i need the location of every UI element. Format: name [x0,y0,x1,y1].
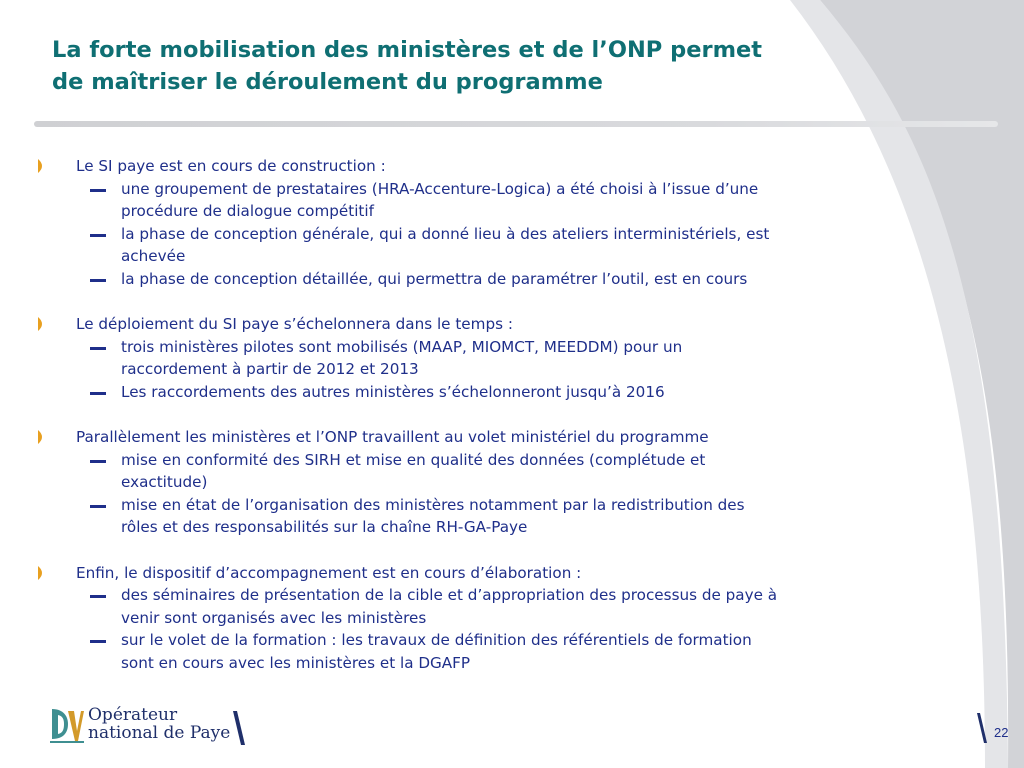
chevron-bullet-icon [38,566,46,580]
bullet-heading-text: Le SI paye est en cours de construction : [76,157,386,175]
bullet-section-1 [38,155,938,290]
sub-bullet [38,584,938,629]
footer-slash-icon [232,710,246,746]
bullet-heading-text: Enfin, le dispositif d’accompagnement est en cours d’élaboration : [76,563,582,582]
bullet-heading [38,155,938,178]
sub-bullet-line: la phase de conception détaillée, qui permettra de paramétrer l’outil, est en cours [121,269,748,288]
dash-bullet-icon [90,505,106,508]
onp-logo [50,703,250,749]
slide-title-line-2: de maîtriser le déroulement du programme [52,69,603,95]
logo-text-line-2: national de Paye [88,723,231,743]
sub-bullet [38,381,938,404]
sub-bullet-line: une groupement de prestataires (HRA-Accenture-Logica) a été choisi à l’issue d’une [121,179,759,198]
sub-bullet-line: mise en conformité des SIRH et mise en qualité des données (complétude et [121,450,706,469]
slide-body [38,155,938,697]
sub-bullet-line: procédure de dialogue compétitif [121,202,374,220]
sub-bullet [38,336,938,381]
sub-bullet-line: raccordement à partir de 2012 et 2013 [121,360,419,378]
page-number: 22 [994,725,1009,740]
chevron-bullet-icon [38,159,46,173]
bullet-heading-text: Le déploiement du SI paye s’échelonnera dans le temps : [76,315,513,333]
dash-bullet-icon [90,595,106,598]
sub-bullet [38,494,938,539]
sub-bullet-line: mise en état de l’organisation des ministères notamment par la redistribution des [121,495,745,514]
sub-bullet-line: venir sont organisés avec les ministères [121,608,427,627]
sub-bullet-line: sur le volet de la formation : les travaux de définition des référentiels de formation [121,631,752,649]
dash-bullet-icon [90,347,106,350]
bullet-heading [38,426,938,449]
slide-title-line-1: La forte mobilisation des ministères et de l’ONP permet [52,37,763,63]
sub-bullet-line: exactitude) [121,473,208,491]
page-slash-icon [976,712,988,744]
dash-bullet-icon [90,279,106,282]
dash-bullet-icon [90,392,106,395]
sub-bullet-line: la phase de conception générale, qui a donné lieu à des ateliers interministériels, est [121,224,770,243]
sub-bullet [38,178,938,223]
sub-bullet-line: trois ministères pilotes sont mobilisés (MAAP, MIOMCT, MEEDDM) pour un [121,337,683,356]
title-divider [34,121,998,127]
chevron-bullet-icon [38,430,46,444]
bullet-section-2 [38,313,938,403]
bullet-section-4 [38,562,938,675]
dash-bullet-icon [90,189,106,192]
bullet-section-3 [38,426,938,539]
bullet-heading [38,313,938,336]
sub-bullet-line: Les raccordements des autres ministères s’échelonneront jusqu’à 2016 [121,382,665,401]
sub-bullet [38,629,938,674]
logo-text-line-1: Opérateur [88,705,178,725]
sub-bullet [38,449,938,494]
sub-bullet [38,223,938,268]
bullet-heading [38,562,938,585]
chevron-bullet-icon [38,317,46,331]
sub-bullet-line: des séminaires de présentation de la cible et d’appropriation des processus de paye à [121,586,778,604]
sub-bullet-line: sont en cours avec les ministères et la DGAFP [121,653,471,672]
dash-bullet-icon [90,460,106,463]
bullet-heading-text: Parallèlement les ministères et l’ONP travaillent au volet ministériel du programme [76,428,709,446]
sub-bullet [38,268,938,291]
onp-logo-mark-icon [50,705,84,743]
sub-bullet-line: rôles et des responsabilités sur la chaîne RH-GA-Paye [121,518,528,536]
sub-bullet-line: achevée [121,247,186,265]
dash-bullet-icon [90,640,106,643]
dash-bullet-icon [90,234,106,237]
slide-title [52,34,932,98]
